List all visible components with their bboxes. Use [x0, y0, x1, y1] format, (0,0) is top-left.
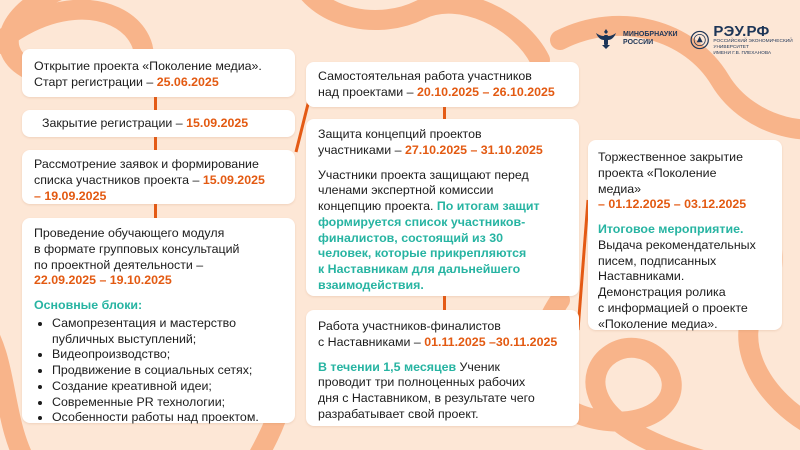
mid1-line1: Самостоятельная работа участников [318, 69, 532, 83]
mid2-t6: взаимодействия. [318, 277, 424, 292]
card4-line1: Проведение обучающего модуля [34, 226, 225, 240]
mid3-p3: дня с Наставником, в результате чего [318, 391, 535, 405]
card3-date1: 15.09.2025 [202, 172, 265, 187]
mid2-t5: к Наставникам для дальнейшего [318, 262, 521, 276]
list-item [52, 363, 283, 379]
rzu-title: РЭУ.РФ [713, 23, 770, 40]
right-p3: Наставниками. [598, 269, 685, 284]
card3-line2-text: списка участников проекта – [34, 172, 203, 187]
mid3-t1-line [318, 360, 567, 376]
card-registration-closing [22, 110, 295, 137]
mid2-p3: концепцию проекта. [318, 199, 437, 213]
card-training-module [22, 218, 295, 423]
list-item-text: Самопрезентация и мастерство [52, 315, 236, 330]
card4-blocks-list [34, 316, 283, 426]
list-item-text: Современные PR технологии; [52, 394, 226, 409]
card4-line2: в формате групповых консультаций [34, 241, 240, 256]
mid2-t1: По итогам защит [436, 199, 540, 213]
rzu-sub2: ИМЕНИ Г.В. ПЛЕХАНОВА [713, 50, 772, 56]
list-item-text-cont: публичных выступлений; [52, 331, 197, 346]
mid2-p3-line [318, 199, 567, 215]
list-item [52, 347, 283, 363]
card-mentor-work [306, 310, 579, 426]
mid3-p1: Ученик [456, 359, 500, 374]
mid3-t1: В течении 1,5 месяцев [318, 359, 457, 374]
right-p1: Выдача рекомендательных [598, 237, 756, 252]
list-item-text: Продвижение в социальных сетях; [52, 363, 253, 377]
mid2-p2: членами экспертной комиссии [318, 183, 494, 198]
list-item [52, 410, 283, 426]
mid1-line2-text: над проектами – [318, 84, 417, 99]
mid2-line2-text: участниками – [318, 142, 405, 157]
mid3-p4: разрабатывает свой проект. [318, 406, 479, 421]
card-project-opening [22, 49, 295, 97]
mid2-line1: Защита концепций проектов [318, 127, 482, 141]
card-application-review [22, 150, 295, 204]
card4-blocks-title: Основные блоки: [34, 298, 143, 312]
mid2-t4: человек, которые прикрепляются [318, 246, 527, 261]
card4-date: 22.09.2025 – 19.10.2025 [34, 273, 172, 288]
mid3-line1: Работа участников-финалистов [318, 319, 501, 333]
list-item [52, 379, 283, 395]
list-item [52, 316, 283, 348]
mid2-date: 27.10.2025 – 31.10.2025 [404, 142, 543, 157]
card-concept-defense [306, 119, 579, 296]
right-p2: писем, подписанных [598, 253, 717, 268]
right-line1: Торжественное закрытие [598, 150, 743, 164]
right-line2: проекта «Поколение [598, 165, 717, 180]
right-line3: медиа» [598, 181, 642, 196]
card-independent-work [306, 62, 579, 107]
card3-date2: – 19.09.2025 [34, 188, 107, 203]
mid3-date: 01.11.2025 –30.11.2025 [424, 334, 558, 349]
mid3-line2 [318, 335, 567, 351]
card1-line1: Открытие проекта «Поколение медиа». [34, 59, 262, 73]
mid2-line2 [318, 143, 567, 159]
right-p4: Демонстрация ролика [598, 285, 726, 299]
mid1-line2 [318, 85, 567, 101]
right-p5: с информацией о проекте [598, 300, 748, 315]
mid1-date: 20.10.2025 – 26.10.2025 [417, 84, 555, 99]
card3-line2 [34, 173, 283, 189]
minobrnauki-line1: МИНОБРНАУКИ [623, 30, 678, 38]
minobrnauki-line2: РОССИИ [623, 39, 654, 46]
card1-line2-text: Старт регистрации – [34, 74, 157, 89]
rzu-sub1: РОССИЙСКИЙ ЭКОНОМИЧЕСКИЙ УНИВЕРСИТЕТ [713, 39, 793, 50]
card1-line2 [34, 75, 283, 91]
list-item-text: Особенности работы над проектом. [52, 410, 259, 425]
card2-date: 15.09.2025 [186, 116, 249, 130]
card1-date: 25.06.2025 [156, 74, 219, 89]
right-date: – 01.12.2025 – 03.12.2025 [598, 197, 747, 212]
list-item-text: Создание креативной идеи; [52, 378, 212, 393]
mid3-line2-text: с Наставниками – [318, 334, 425, 349]
card2-text: Закрытие регистрации – [42, 116, 187, 130]
mid2-t2: формируется список участников- [318, 214, 526, 229]
card4-line3: по проектной деятельности – [34, 257, 204, 272]
connector-mid-to-right [578, 200, 588, 330]
card-final-ceremony [588, 140, 782, 330]
list-item [52, 395, 283, 411]
mid2-t3: финалистов, состоящий из 30 [318, 230, 504, 245]
card3-line1: Рассмотрение заявок и формирование [34, 157, 259, 171]
right-p6: «Поколение медиа». [598, 316, 718, 331]
list-item-text: Видеопроизводство; [52, 347, 171, 362]
right-t1: Итоговое мероприятие. [598, 222, 744, 236]
mid2-p1: Участники проекта защищают перед [318, 167, 529, 182]
mid3-p2: проводит три полноценных рабочих [318, 375, 526, 390]
